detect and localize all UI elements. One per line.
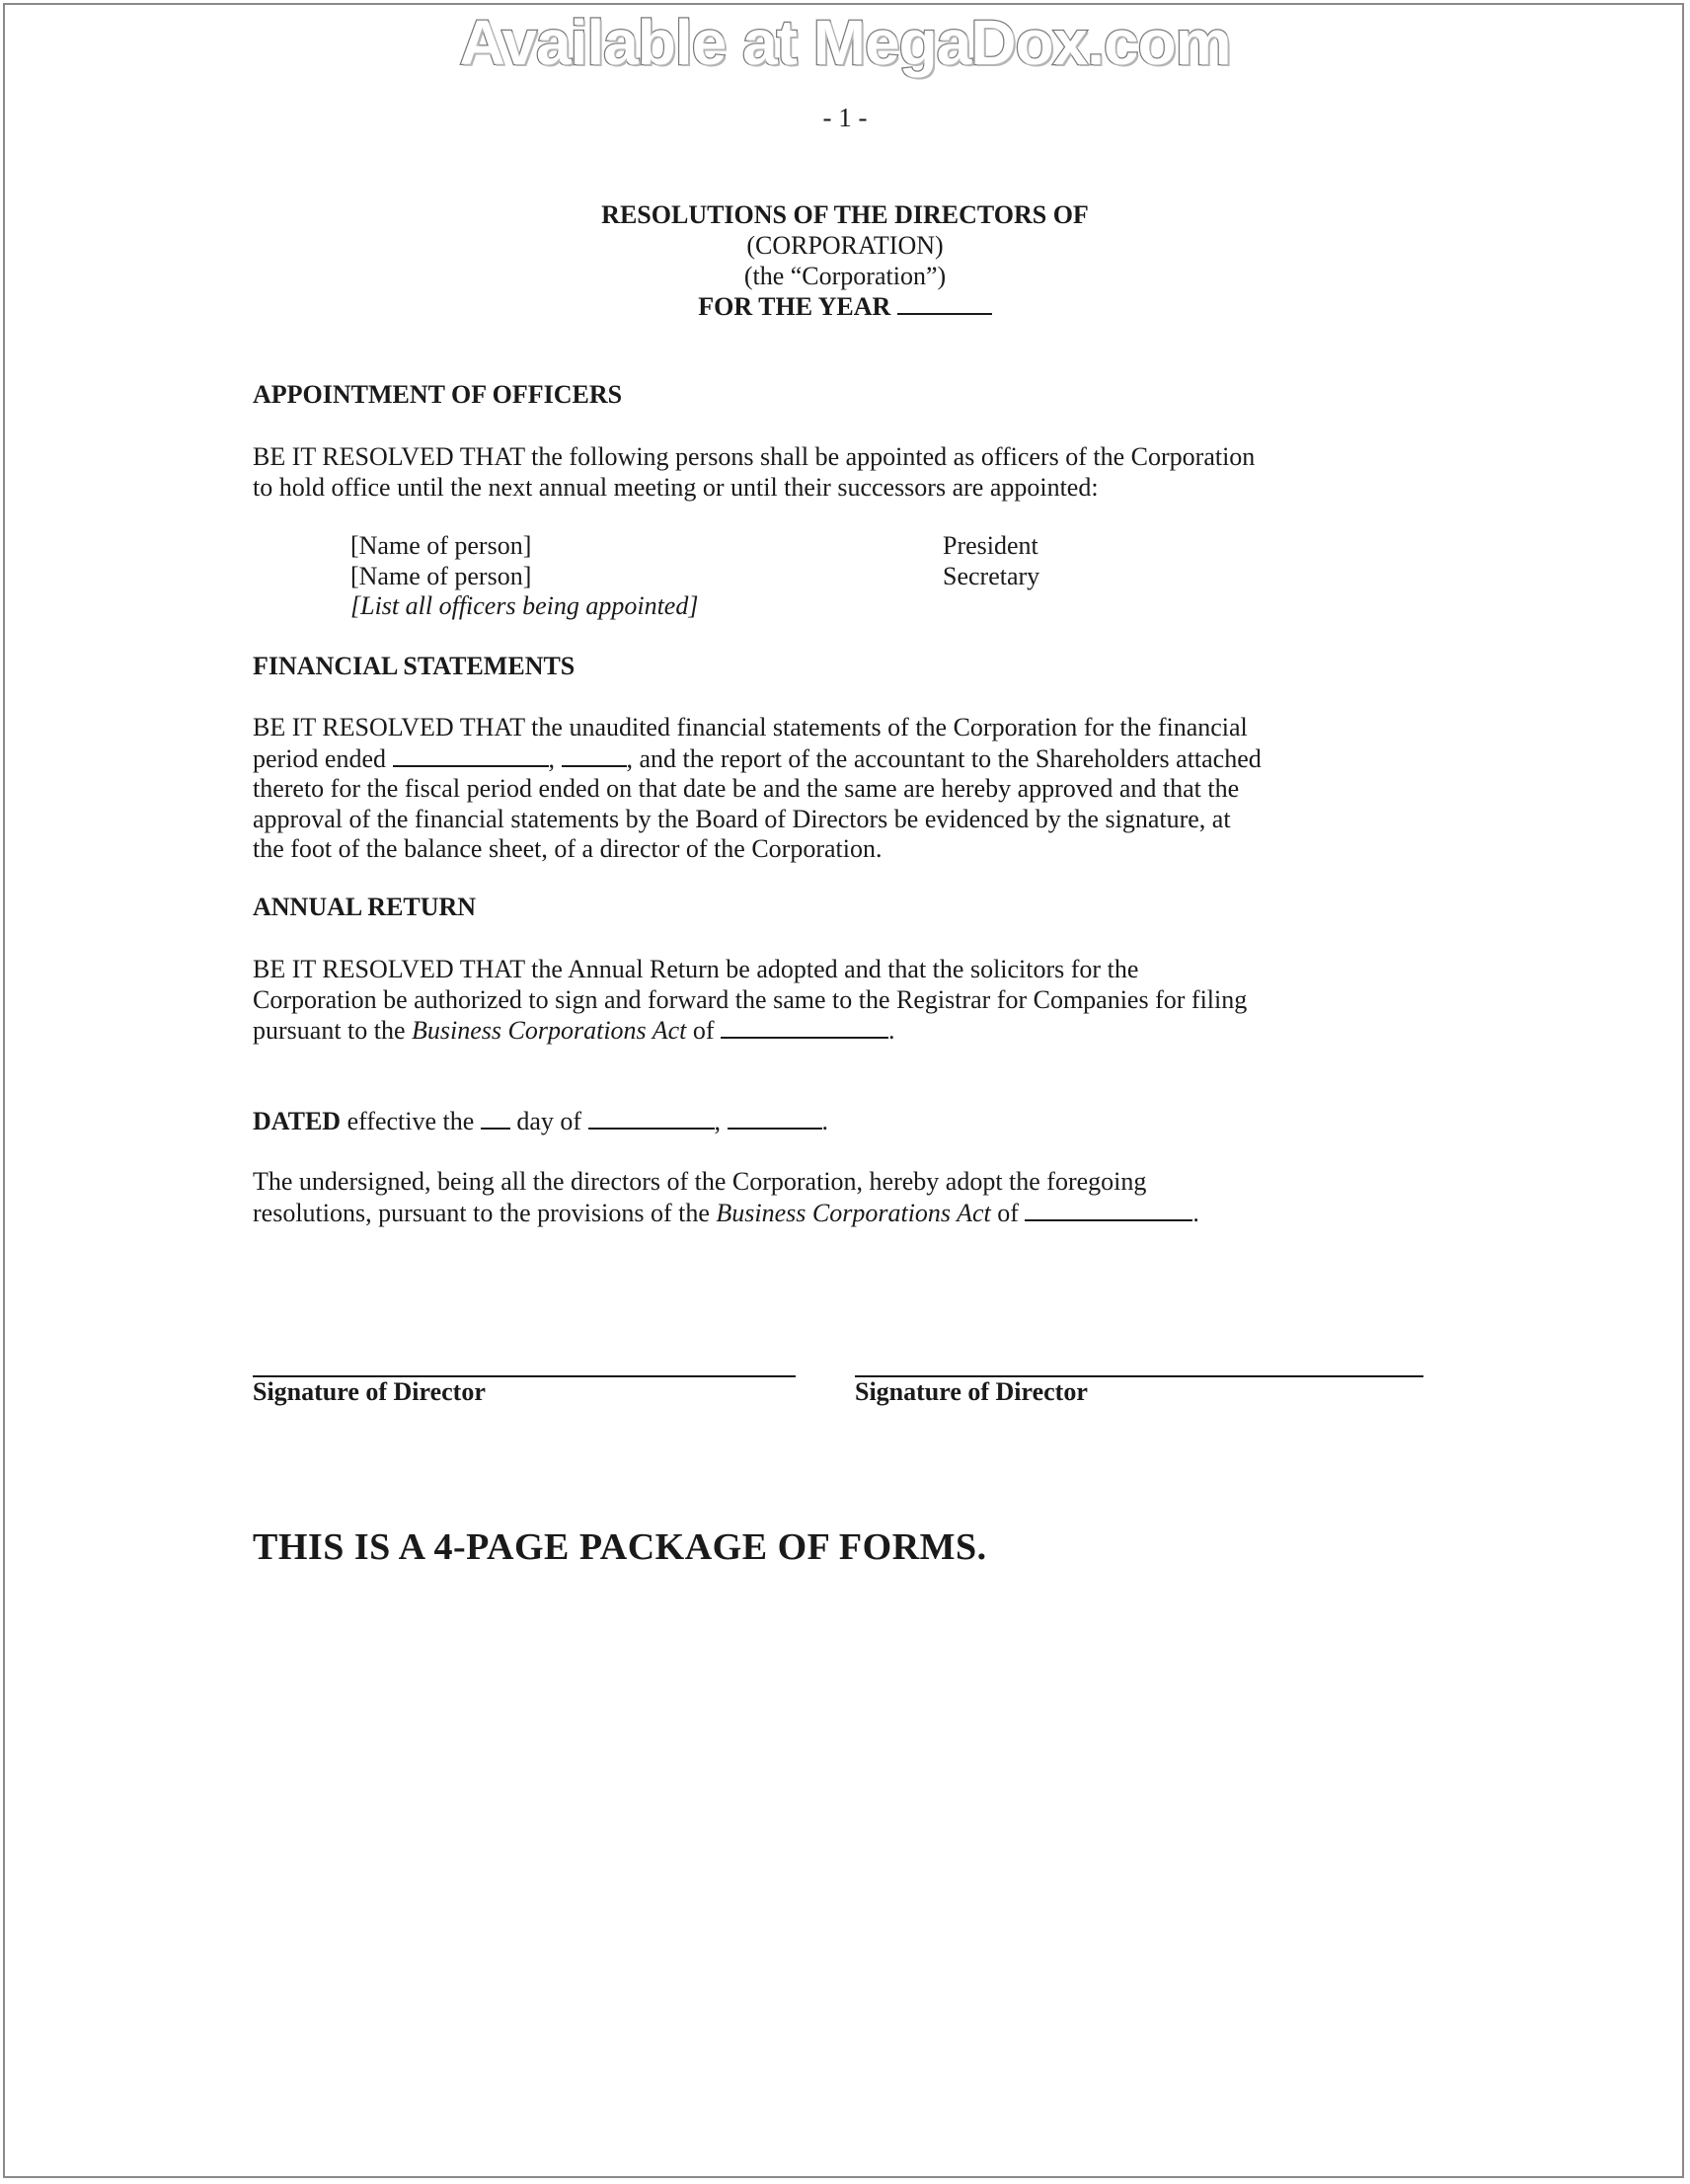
package-notice: THIS IS A 4-PAGE PACKAGE OF FORMS. <box>253 1526 987 1568</box>
officer-name: [Name of person] <box>350 561 532 590</box>
undersigned-line-1: The undersigned, being all the directors of the Corporation, hereby adopt the foregoing <box>253 1167 1147 1196</box>
heading-annual-return: ANNUAL RETURN <box>253 893 477 921</box>
financial-line-4: approval of the financial statements by the Board of Directors be evidenced by the signature, at <box>253 804 1231 833</box>
annual-line-1: BE IT RESOLVED THAT the Annual Return be adopted and that the solicitors for the <box>253 955 1139 983</box>
dated-text: effective the <box>346 1107 475 1135</box>
undersigned-paragraph <box>253 1167 1437 1228</box>
financial-text: , and the report of the accountant to the Shareholders attached <box>626 743 1262 773</box>
act-jurisdiction-blank <box>1025 1198 1192 1221</box>
financial-line-3: thereto for the fiscal period ended on that date be and the same are hereby approved and that the <box>253 774 1240 804</box>
heading-financial: FINANCIAL STATEMENTS <box>253 652 576 680</box>
document-page <box>3 3 1684 2178</box>
signature-label-2: Signature of Director <box>855 1377 1088 1406</box>
page-number: - 1 - <box>822 103 868 132</box>
title-line-3: (the “Corporation”) <box>743 262 947 290</box>
period-year-blank <box>562 743 627 767</box>
dated-year-blank <box>728 1106 822 1130</box>
undersigned-text: of <box>997 1198 1019 1227</box>
financial-line-5: the foot of the balance sheet, of a director of the Corporation. <box>253 834 883 864</box>
appointment-paragraph <box>253 442 1437 503</box>
dated-line: DATED effective the day of , . <box>253 1107 829 1135</box>
financial-paragraph <box>253 713 1437 865</box>
year-blank <box>897 291 992 315</box>
day-blank <box>481 1106 510 1130</box>
financial-line-2: period ended , , and the report of the accountant to the Shareholders attached <box>253 743 1262 773</box>
act-jurisdiction-blank <box>721 1015 888 1039</box>
appointment-line-1: BE IT RESOLVED THAT the following persons shall be appointed as officers of the Corporation <box>253 442 1256 471</box>
document-title <box>0 199 1690 322</box>
undersigned-text: resolutions, pursuant to the provisions of the <box>253 1198 710 1227</box>
annual-text: pursuant to the <box>253 1016 406 1046</box>
act-name: Business Corporations Act <box>716 1198 991 1227</box>
dated-label: DATED <box>253 1107 342 1135</box>
month-blank <box>588 1106 715 1130</box>
act-name: Business Corporations Act <box>412 1016 687 1046</box>
financial-text: period ended <box>253 743 387 773</box>
officers-note: [List all officers being appointed] <box>350 591 699 621</box>
officer-role: President <box>943 531 1038 560</box>
title-line-1: RESOLUTIONS OF THE DIRECTORS OF <box>601 200 1089 229</box>
annual-text: of <box>692 1016 715 1046</box>
annual-line-3: pursuant to the Business Corporations Act of . <box>253 1016 895 1046</box>
annual-line-2: Corporation be authorized to sign and forward the same to the Registrar for Companies for filing <box>253 984 1248 1014</box>
title-line-4 <box>0 291 1690 322</box>
annual-paragraph <box>253 955 1437 1047</box>
dated-text: day of <box>516 1107 582 1135</box>
officer-name: [Name of person] <box>350 531 532 560</box>
undersigned-line-2: resolutions, pursuant to the provisions of the Business Corporations Act of . <box>253 1198 1199 1227</box>
officer-role: Secretary <box>943 561 1040 590</box>
financial-line-1: BE IT RESOLVED THAT the unaudited financial statements of the Corporation for the financial <box>253 713 1248 741</box>
period-date-blank <box>393 743 549 767</box>
signature-label-1: Signature of Director <box>253 1377 486 1406</box>
watermark-text: Available at MegaDox.com <box>459 7 1231 78</box>
title-line-2: (CORPORATION) <box>746 231 944 260</box>
title-year-label: FOR THE YEAR <box>698 292 891 321</box>
appointment-line-2: to hold office until the next annual meeting or until their successors are appointed: <box>253 472 1099 502</box>
heading-appointment: APPOINTMENT OF OFFICERS <box>253 380 623 409</box>
